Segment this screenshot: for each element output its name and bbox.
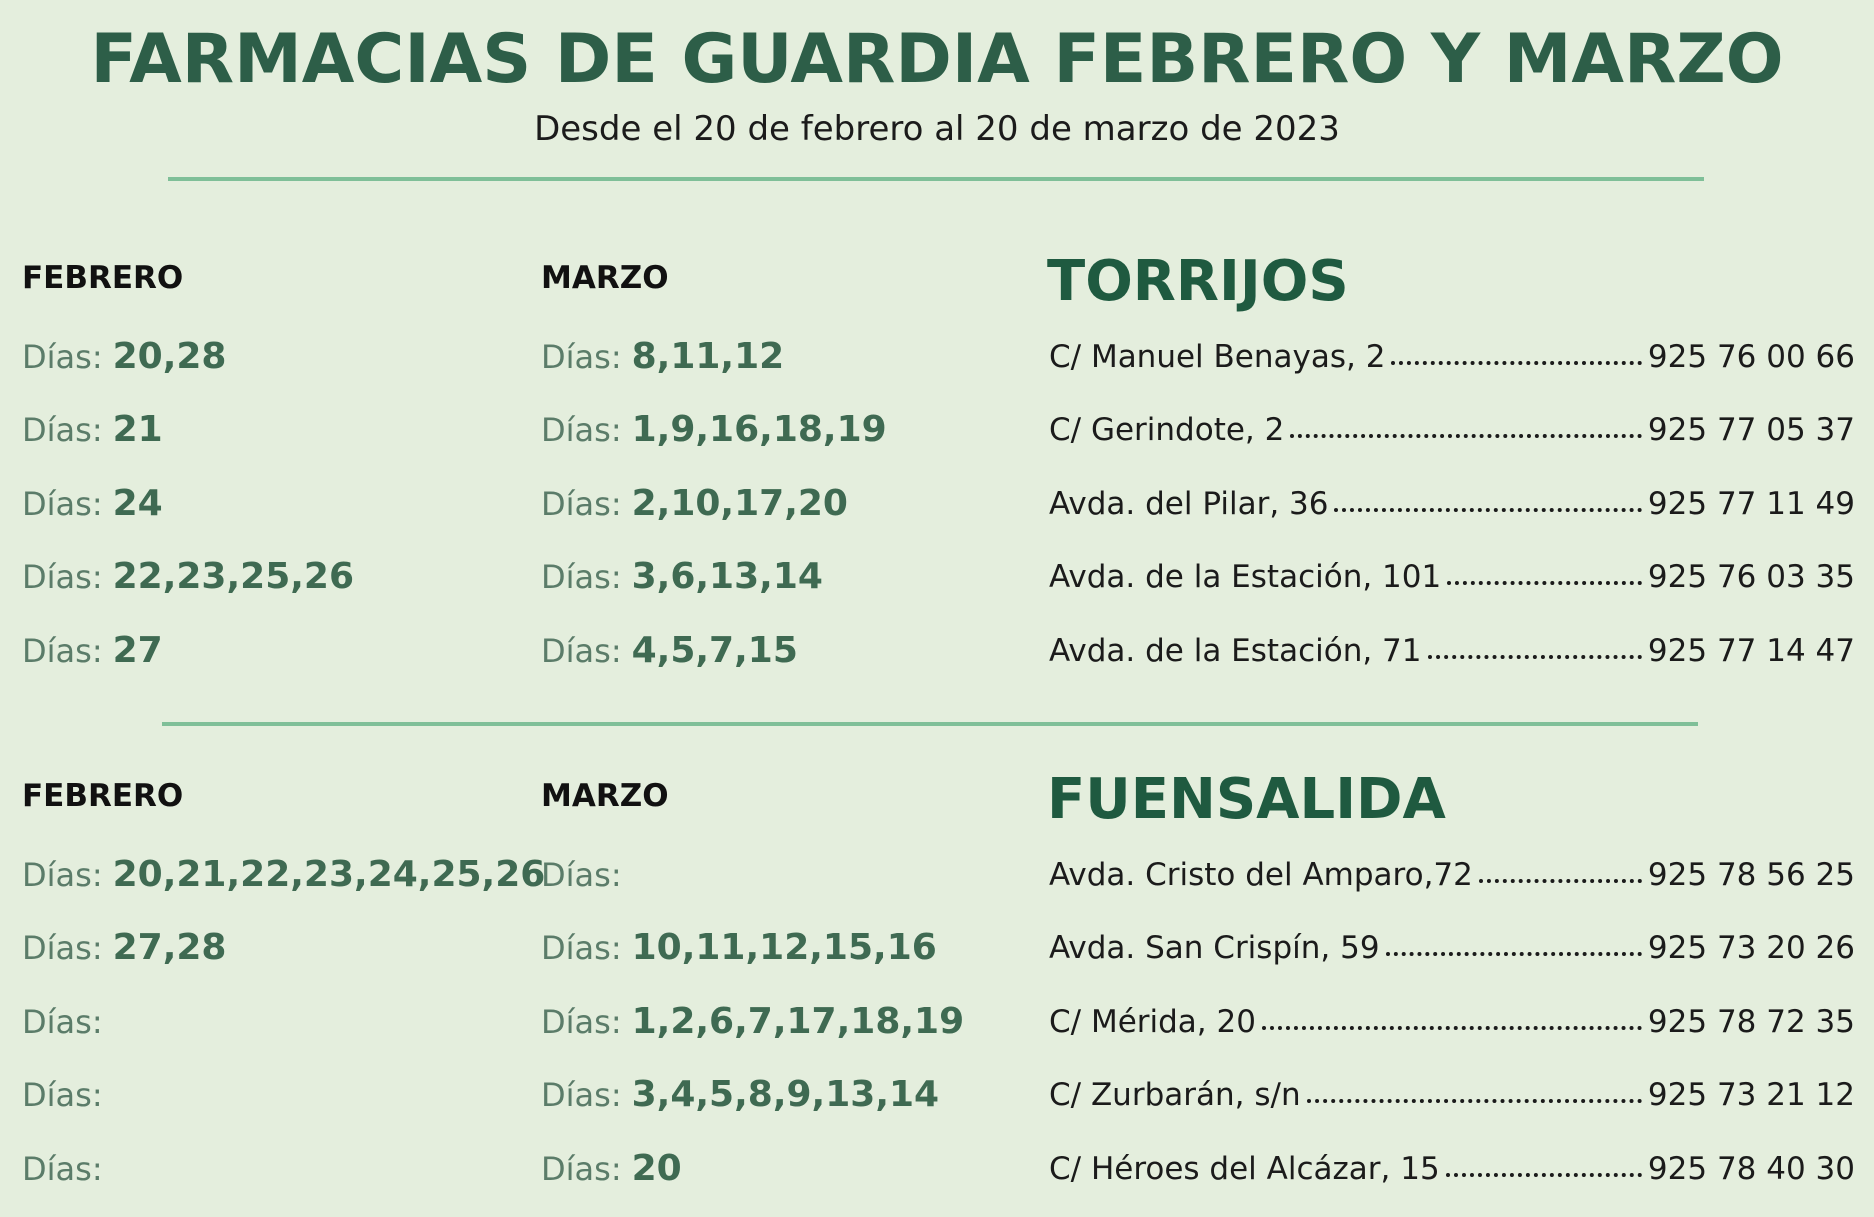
pharmacy-phone: 925 76 00 66 xyxy=(1647,339,1855,375)
table-row xyxy=(0,552,1874,625)
days-label: Días: xyxy=(541,484,622,523)
pharmacy-entry xyxy=(1049,405,1855,455)
pharmacy-address: C/ Manuel Benayas, 2 xyxy=(1049,339,1386,375)
town-name: FUENSALIDA xyxy=(1047,767,1446,832)
february-days xyxy=(22,479,163,535)
days-label: Días: xyxy=(22,1076,103,1115)
days-label: Días: xyxy=(541,631,622,670)
days-value: 20 xyxy=(631,1147,682,1189)
days-value: 21 xyxy=(112,409,163,451)
dot-leader xyxy=(1391,337,1641,367)
pharmacy-address: C/ Mérida, 20 xyxy=(1049,1003,1256,1040)
table-row xyxy=(0,626,1874,699)
march-days xyxy=(541,1144,682,1200)
february-header: FEBRERO xyxy=(22,778,184,814)
days-label: Días: xyxy=(22,411,103,450)
days-label: Días: xyxy=(541,1002,622,1041)
schedule-rows xyxy=(0,332,1874,699)
days-label: Días: xyxy=(22,1002,103,1041)
pharmacy-entry xyxy=(1049,479,1855,529)
pharmacy-entry xyxy=(1049,850,1855,900)
dot-leader xyxy=(1428,631,1642,661)
table-row xyxy=(0,332,1874,405)
table-row xyxy=(0,923,1874,996)
march-days xyxy=(541,332,784,388)
pharmacy-phone: 925 77 11 49 xyxy=(1647,485,1855,522)
days-value: 27 xyxy=(112,629,163,671)
days-label: Días: xyxy=(541,1149,622,1188)
pharmacy-entry xyxy=(1049,1144,1855,1194)
pharmacy-phone: 925 77 14 47 xyxy=(1647,632,1855,669)
days-value: 3,4,5,8,9,13,14 xyxy=(631,1074,940,1116)
pharmacy-phone: 925 77 05 37 xyxy=(1647,412,1855,449)
page-subtitle: Desde el 20 de febrero al 20 de marzo de 2023 xyxy=(534,109,1340,149)
february-days xyxy=(22,850,545,906)
pharmacy-address: Avda. de la Estación, 101 xyxy=(1049,559,1442,596)
pharmacy-address: Avda. Cristo del Amparo,72 xyxy=(1049,857,1473,893)
pharmacy-address: C/ Héroes del Alcázar, 15 xyxy=(1049,1150,1440,1187)
february-days xyxy=(22,552,354,608)
pharmacy-phone: 925 78 72 35 xyxy=(1647,1003,1855,1040)
days-label: Días: xyxy=(541,338,622,376)
march-header: MARZO xyxy=(541,260,669,296)
march-header: MARZO xyxy=(541,778,669,814)
table-row xyxy=(0,1144,1874,1217)
march-days xyxy=(541,997,964,1053)
table-row xyxy=(0,405,1874,478)
days-label: Días: xyxy=(22,1149,103,1188)
dot-leader xyxy=(1290,410,1642,440)
days-value: 8,11,12 xyxy=(631,336,785,377)
dot-leader xyxy=(1262,1002,1642,1032)
days-value: 24 xyxy=(112,482,163,524)
days-label: Días: xyxy=(541,929,622,968)
days-label: Días: xyxy=(22,484,103,523)
pharmacy-address: C/ Zurbarán, s/n xyxy=(1049,1077,1301,1114)
days-label: Días: xyxy=(541,856,622,894)
days-label: Días: xyxy=(541,1076,622,1115)
days-label: Días: xyxy=(541,411,622,450)
schedule-rows xyxy=(0,850,1874,1217)
march-days xyxy=(541,1070,939,1126)
town-name: TORRIJOS xyxy=(1047,249,1349,314)
pharmacy-phone: 925 73 21 12 xyxy=(1647,1077,1855,1114)
pharmacy-phone: 925 78 40 30 xyxy=(1647,1150,1855,1187)
february-days xyxy=(22,1144,113,1200)
table-row xyxy=(0,850,1874,923)
days-value: 20,28 xyxy=(112,336,227,377)
middle-divider xyxy=(162,722,1698,726)
march-days xyxy=(541,479,848,535)
days-label: Días: xyxy=(22,558,103,597)
pharmacy-address: Avda. del Pilar, 36 xyxy=(1049,485,1329,522)
march-days xyxy=(541,626,798,682)
pharmacy-entry xyxy=(1049,997,1855,1047)
pharmacy-address: Avda. San Crispín, 59 xyxy=(1049,930,1380,967)
days-value: 2,10,17,20 xyxy=(631,482,848,524)
february-header: FEBRERO xyxy=(22,260,184,296)
days-value: 1,9,16,18,19 xyxy=(631,409,887,451)
dot-leader xyxy=(1479,855,1642,885)
page-title: FARMACIAS DE GUARDIA FEBRERO Y MARZO xyxy=(90,20,1784,99)
days-value: 3,6,13,14 xyxy=(631,556,823,598)
march-days xyxy=(541,405,887,461)
pharmacy-address: Avda. de la Estación, 71 xyxy=(1049,632,1422,669)
table-row xyxy=(0,479,1874,552)
dot-leader xyxy=(1307,1075,1642,1105)
february-days xyxy=(22,923,226,979)
march-days xyxy=(541,923,937,979)
days-label: Días: xyxy=(22,856,103,894)
february-days xyxy=(22,997,113,1053)
february-days xyxy=(22,1070,113,1126)
days-value: 4,5,7,15 xyxy=(631,629,798,671)
days-value: 1,2,6,7,17,18,19 xyxy=(631,1000,965,1042)
days-label: Días: xyxy=(22,631,103,670)
table-row xyxy=(0,997,1874,1070)
dot-leader xyxy=(1334,484,1641,514)
days-label: Días: xyxy=(22,338,103,376)
days-label: Días: xyxy=(22,929,103,968)
february-days xyxy=(22,626,163,682)
pharmacy-phone: 925 73 20 26 xyxy=(1647,930,1855,967)
dot-leader xyxy=(1386,928,1642,958)
pharmacy-entry xyxy=(1049,626,1855,676)
days-label: Días: xyxy=(541,558,622,597)
dot-leader xyxy=(1446,1149,1642,1179)
pharmacy-entry xyxy=(1049,552,1855,602)
pharmacy-entry xyxy=(1049,923,1855,973)
pharmacy-phone: 925 76 03 35 xyxy=(1647,559,1855,596)
days-value: 27,28 xyxy=(112,927,227,969)
table-row xyxy=(0,1070,1874,1143)
dot-leader xyxy=(1447,557,1642,587)
days-value: 10,11,12,15,16 xyxy=(631,927,937,969)
pharmacy-entry xyxy=(1049,1070,1855,1120)
pharmacy-entry xyxy=(1049,332,1855,382)
february-days xyxy=(22,405,163,461)
pharmacy-address: C/ Gerindote, 2 xyxy=(1049,412,1285,449)
march-days xyxy=(541,552,823,608)
pharmacy-phone: 925 78 56 25 xyxy=(1647,857,1855,893)
days-value: 22,23,25,26 xyxy=(112,556,355,598)
top-divider xyxy=(168,177,1704,181)
days-value: 20,21,22,23,24,25,26 xyxy=(112,854,546,895)
february-days xyxy=(22,332,226,388)
march-days xyxy=(541,850,632,906)
